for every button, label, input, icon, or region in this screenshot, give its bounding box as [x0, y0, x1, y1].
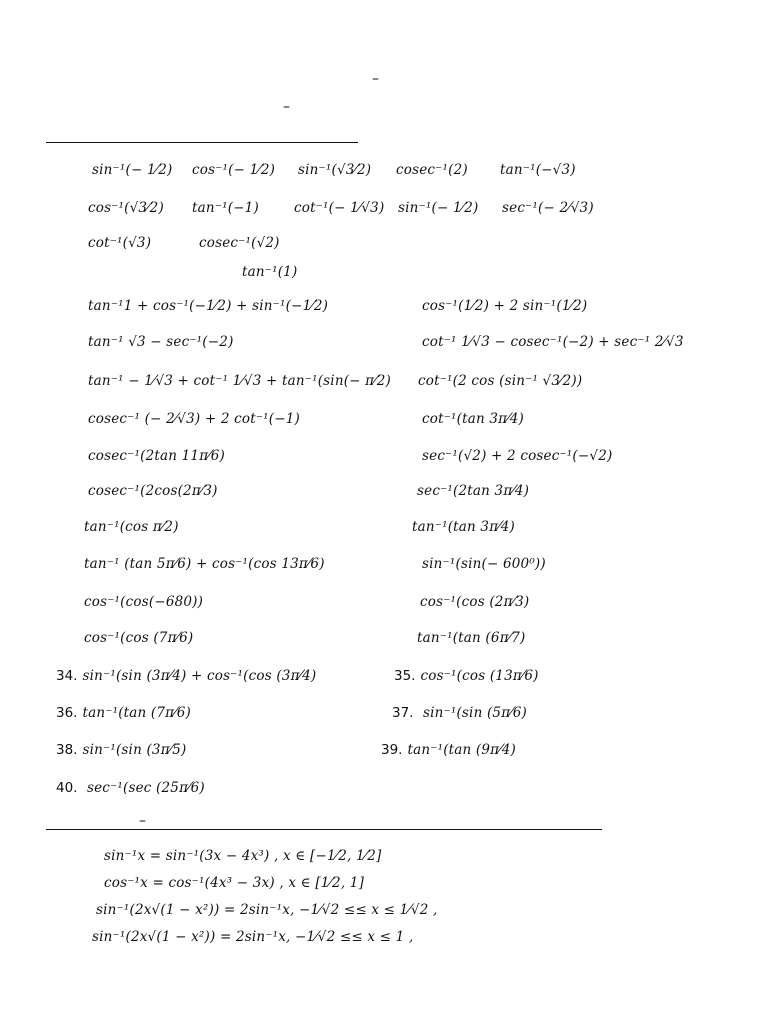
formula-1: sin⁻¹x = sin⁻¹(3x − 4x³) , x ∈ [−1⁄2, 1⁄2] — [104, 848, 382, 864]
formula-2: cos⁻¹x = cos⁻¹(4x³ − 3x) , x ∈ [1⁄2, 1] — [104, 875, 365, 891]
exercise-r1c4: cosec⁻¹(2) — [396, 162, 468, 178]
exercise-37: 37. sin⁻¹(sin (5π⁄6) — [392, 705, 527, 721]
section-divider-top — [46, 142, 358, 143]
exercise-right-3: cot⁻¹(2 cos (sin⁻¹ √3⁄2)) — [418, 373, 583, 389]
section-divider-bottom — [46, 829, 602, 830]
exercise-left-1: tan⁻¹1 + cos⁻¹(−1⁄2) + sin⁻¹(−1⁄2) — [88, 298, 329, 314]
formula-3: sin⁻¹(2x√(1 − x²)) = 2sin⁻¹x, −1⁄√2 ≤≤ x ≤ 1⁄√2 , — [96, 902, 438, 918]
exercise-left-5: cosec⁻¹(2tan 11π⁄6) — [88, 448, 225, 464]
exercise-right-9: cos⁻¹(cos (2π⁄3) — [420, 594, 530, 610]
exercise-r1c2: cos⁻¹(− 1⁄2) — [192, 162, 276, 178]
exercise-left-6: cosec⁻¹(2cos(2π⁄3) — [88, 483, 218, 499]
section2-dash: – — [139, 813, 146, 829]
exercise-left-2: tan⁻¹ √3 − sec⁻¹(−2) — [88, 334, 234, 350]
exercise-r2c1: cos⁻¹(√3⁄2) — [88, 200, 164, 216]
exercise-r4: tan⁻¹(1) — [242, 264, 298, 280]
exercise-r2c3: cot⁻¹(− 1⁄√3) — [294, 200, 385, 216]
exercise-left-3: tan⁻¹ − 1⁄√3 + cot⁻¹ 1⁄√3 + tan⁻¹(sin(− π⁄2) — [88, 373, 391, 389]
exercise-r1c5: tan⁻¹(−√3) — [500, 162, 576, 178]
exercise-r1c3: sin⁻¹(√3⁄2) — [298, 162, 372, 178]
exercise-r1c1: sin⁻¹(− 1⁄2) — [92, 162, 173, 178]
exercise-36: 36. tan⁻¹(tan (7π⁄6) — [56, 705, 191, 721]
exercise-right-10: tan⁻¹(tan (6π⁄7) — [417, 630, 526, 646]
exercise-34: 34. sin⁻¹(sin (3π⁄4) + cos⁻¹(cos (3π⁄4) — [56, 668, 317, 684]
exercise-38: 38. sin⁻¹(sin (3π⁄5) — [56, 742, 187, 758]
exercise-40: 40. sec⁻¹(sec (25π⁄6) — [56, 780, 205, 796]
exercise-left-8: tan⁻¹ (tan 5π⁄6) + cos⁻¹(cos 13π⁄6) — [84, 556, 325, 572]
exercise-right-7: tan⁻¹(tan 3π⁄4) — [412, 519, 516, 535]
exercise-right-8: sin⁻¹(sin(− 600⁰)) — [422, 556, 546, 572]
exercise-r3c2: cosec⁻¹(√2) — [199, 235, 280, 251]
exercise-left-10: cos⁻¹(cos (7π⁄6) — [84, 630, 194, 646]
exercise-right-1: cos⁻¹(1⁄2) + 2 sin⁻¹(1⁄2) — [422, 298, 588, 314]
exercise-right-2: cot⁻¹ 1⁄√3 − cosec⁻¹(−2) + sec⁻¹ 2⁄√3 — [422, 334, 684, 350]
header-dash-1: – — [372, 71, 379, 87]
exercise-35: 35. cos⁻¹(cos (13π⁄6) — [394, 668, 539, 684]
exercise-right-5: sec⁻¹(√2) + 2 cosec⁻¹(−√2) — [422, 448, 613, 464]
exercise-left-9: cos⁻¹(cos(−680)) — [84, 594, 204, 610]
exercise-r2c2: tan⁻¹(−1) — [192, 200, 259, 216]
exercise-r3c1: cot⁻¹(√3) — [88, 235, 152, 251]
header-dash-2: – — [283, 99, 290, 115]
exercise-r2c4: sin⁻¹(− 1⁄2) — [398, 200, 479, 216]
exercise-left-7: tan⁻¹(cos π⁄2) — [84, 519, 179, 535]
exercise-39: 39. tan⁻¹(tan (9π⁄4) — [381, 742, 516, 758]
formula-4: sin⁻¹(2x√(1 − x²)) = 2sin⁻¹x, −1⁄√2 ≤≤ x ≤ 1 , — [92, 929, 414, 945]
exercise-left-4: cosec⁻¹ (− 2⁄√3) + 2 cot⁻¹(−1) — [88, 411, 301, 427]
exercise-right-6: sec⁻¹(2tan 3π⁄4) — [417, 483, 530, 499]
exercise-r2c5: sec⁻¹(− 2⁄√3) — [502, 200, 594, 216]
exercise-right-4: cot⁻¹(tan 3π⁄4) — [422, 411, 524, 427]
